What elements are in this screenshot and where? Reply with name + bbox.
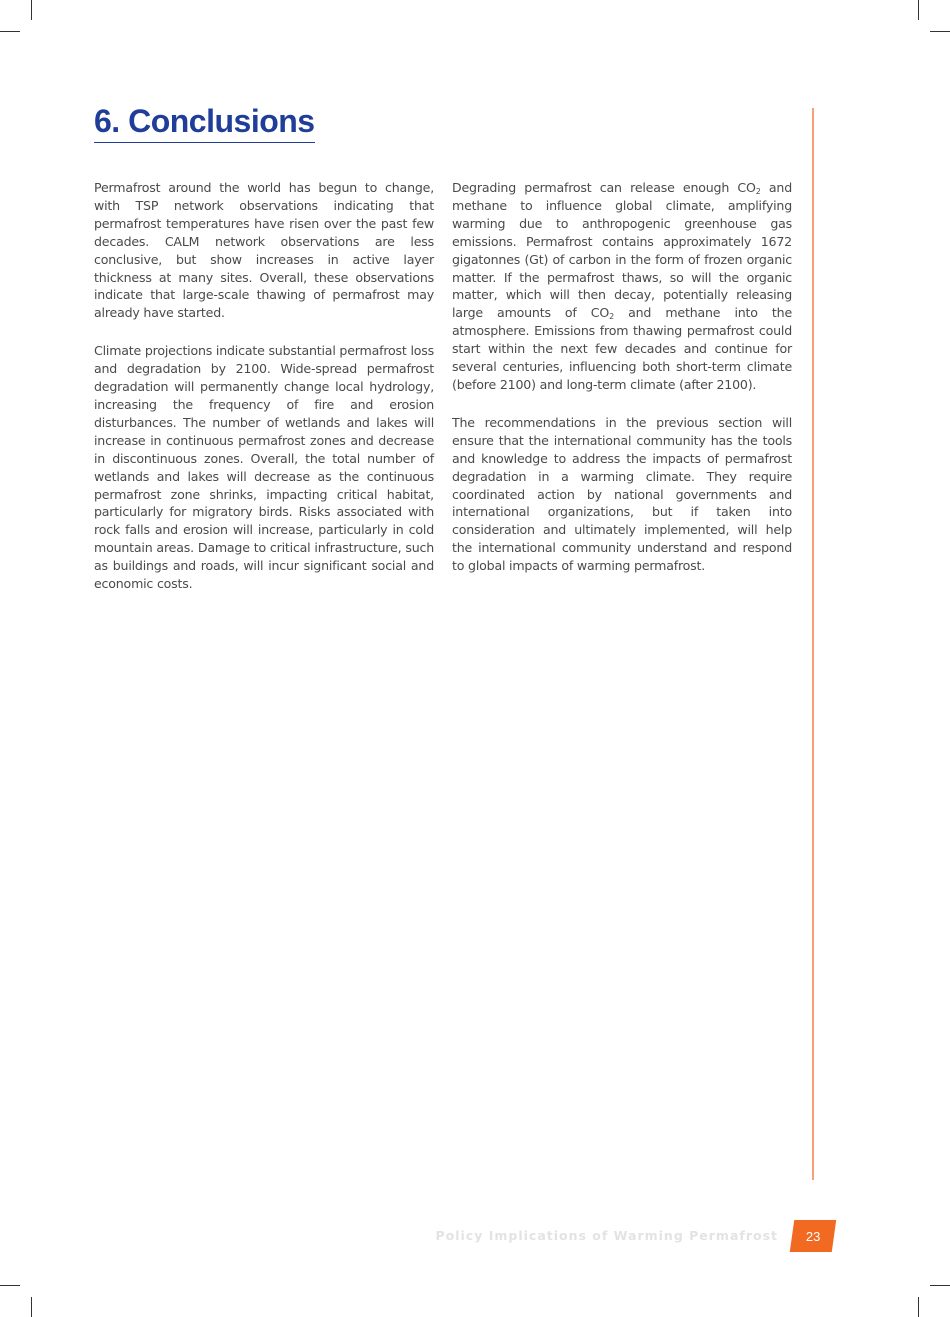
crop-mark	[31, 1297, 32, 1317]
page-number-badge	[790, 1220, 836, 1252]
crop-mark	[31, 0, 32, 20]
right-column	[452, 179, 792, 595]
crop-mark	[918, 1297, 919, 1317]
paragraph: Climate projections indicate substantial permafrost loss and degradation by 2100. Wide-spread permafrost degradation will permanently change local hydrology, increasing the frequency of fire and erosion disturbances. The number of wetlands and lakes will increase in continuous permafrost zones and decrease in discontinuous zones. Overall, the total number of wetlands and lakes will decrease as the continuous permafrost zone shrinks, impacting critical habitat, particularly for migratory birds. Risks associated with rock falls and erosion will increase, particularly in cold mountain areas. Damage to critical infrastructure, such as buildings and roads, will incur significant social and economic costs.	[94, 343, 434, 592]
text-run: and methane to influence global climate, amplifying warming due to anthropogenic greenhouse gas emissions. Permafrost contains approximately 1672 gigatonnes (Gt) of carbon in the form of frozen organic matter. If the permafrost thaws, so will the organic matter, which will then decay, potentially releasing large amounts of CO	[452, 180, 792, 321]
paragraph: Permafrost around the world has begun to change, with TSP network observations indicating that permafrost temperatures have risen over the past few decades. CALM network observations are less conclusive, but show increases in active layer thickness at many sites. Overall, these observations indicate that large-scale thawing of permafrost may already have started.	[94, 180, 434, 321]
footer-publication-title: Policy Implications of Warming Permafrost	[435, 1228, 778, 1243]
paragraph	[452, 179, 792, 394]
text-run: Degrading permafrost can release enough CO	[452, 180, 756, 195]
subscript: 2	[755, 187, 761, 196]
left-column	[94, 179, 434, 613]
page-number: 23	[805, 1228, 821, 1244]
subscript: 2	[609, 312, 614, 322]
paragraph: The recommendations in the previous section will ensure that the international community has the tools and knowledge to address the impacts of permafrost degradation in a warming climate. They require coordinated action by national governments and international organizations, but if taken into consideration and ultimately implemented, will help the international community understand and respond to global impacts of warming permafrost.	[452, 414, 792, 574]
crop-mark	[930, 1285, 950, 1286]
page-title: 6. Conclusions	[94, 102, 315, 143]
crop-mark	[0, 31, 20, 32]
crop-mark	[918, 0, 919, 20]
crop-mark	[930, 31, 950, 32]
crop-mark	[0, 1285, 20, 1286]
text-run: and methane into the atmosphere. Emissions from thawing permafrost could start within the next few decades and continue for several centuries, influencing both short-term climate (before 2100) and long-term climate (after 2100).	[452, 305, 792, 392]
margin-rule	[812, 108, 814, 1180]
